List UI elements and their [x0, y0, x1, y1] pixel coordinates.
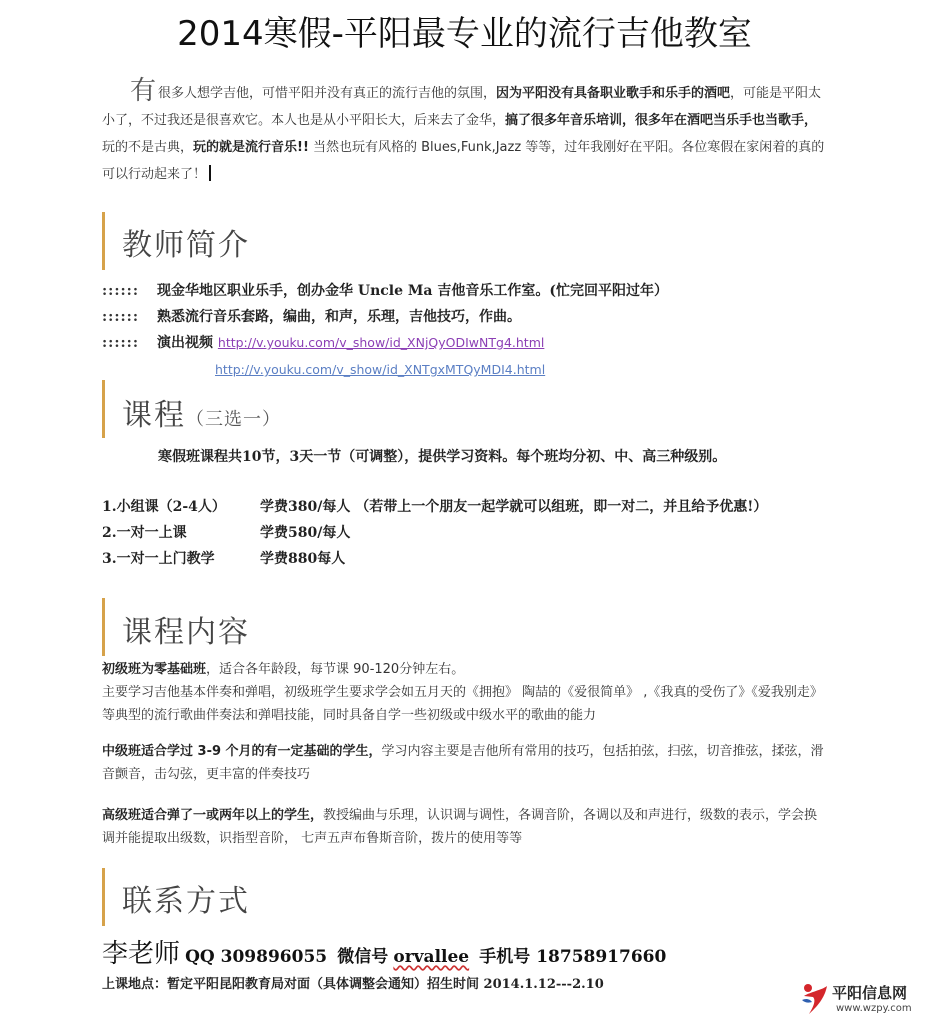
intro-text-4: 当然也玩有风格的 Blues,Funk,Jazz 等等，过年我刚好在平阳。各位寒假在家闲着的真的可以行动起来了！ [102, 140, 825, 182]
teacher-name: 李老师 [102, 939, 181, 969]
intro-bold-1: 因为平阳没有具备职业歌手和乐手的酒吧 [496, 86, 731, 101]
intermediate-detail: 学习内容主要是吉他所有常用的技巧，包括拍弦，扫弦，切音推弦，揉弦，滑音颤音，击勾弦，更丰富的伴奏技巧 [102, 744, 824, 782]
teacher-heading: 教师简介 [122, 228, 250, 263]
course-heading [122, 390, 281, 434]
drop-cap: 有 [130, 76, 157, 106]
pricing-option-name: 2.一对一上课 [102, 525, 187, 541]
pricing-option-name: 3.一对一上门教学 [102, 551, 215, 567]
pricing-option-fee: 学费880每人 [260, 551, 346, 567]
intro-paragraph [102, 78, 830, 188]
intro-text-2: ，可能是平阳太小了，不过我还是很喜欢它。本人也是从小平阳长大，后来去了金华， [102, 86, 822, 128]
video-label: 演出视频 [157, 335, 214, 351]
video-link-2-row [215, 359, 545, 378]
class-location: 上课地点：暂定平阳昆阳教育局对面（具体调整会通知）招生时间 2014.1.12---2.10 [102, 977, 604, 992]
teacher-line-2 [102, 306, 521, 326]
section-accent-bar [102, 868, 105, 926]
pricing-option-name: 1.小组课（2-4人） [102, 499, 226, 515]
content-heading: 课程内容 [122, 615, 250, 650]
text-cursor [209, 165, 211, 181]
beginner-detail: 主要学习吉他基本伴奏和弹唱，初级班学生要求学会如五月天的《拥抱》 陶喆的《爱很简单》 ,《我真的受伤了》《爱我别走》等典型的流行歌曲伴奏法和弹唱技能，同时具备自学一些初级或中级水平的歌曲的能力 [102, 685, 823, 723]
beginner-title: 初级班为零基础班 [102, 662, 207, 677]
intro-text-1: 很多人想学吉他，可惜平阳并没有真正的流行吉他的氛围， [158, 86, 497, 101]
advanced-detail: 教授编曲与乐理，认识调与调性，各调音阶，各调以及和声进行，级数的表示，学会换调并能提取出级数，识指型音阶， 七声五声布鲁斯音阶，拨片的使用等等 [102, 808, 818, 846]
pricing-option [102, 520, 862, 546]
beginner-block [102, 658, 830, 727]
bullet-dots: :::::: [102, 283, 140, 299]
site-watermark [800, 980, 922, 1020]
intermediate-block [102, 740, 830, 786]
video-link-1[interactable]: http://v.youku.com/v_show/id_XNjQyODIwNTg4.html [217, 335, 545, 350]
teacher-line-1-text: 现金华地区职业乐手，创办金华 Uncle Ma 吉他音乐工作室。(忙完回平阳过年） [157, 283, 668, 299]
page-title: 2014寒假-平阳最专业的流行吉他教室 [177, 14, 752, 54]
section-accent-bar [102, 380, 105, 438]
advanced-block [102, 804, 830, 850]
watermark-name: 平阳信息网 [832, 984, 908, 1002]
pricing-option [102, 546, 862, 572]
contact-heading: 联系方式 [122, 884, 250, 919]
course-heading-text: 课程 [122, 398, 186, 433]
advanced-title: 高级班适合弹了一或两年以上的学生， [102, 808, 324, 823]
qq-number: QQ 309896055 [185, 947, 328, 967]
video-link-2[interactable]: http://v.youku.com/v_show/id_XNTgxMTQyMDI4.html [215, 362, 546, 377]
intro-bold-2: 搞了很多年音乐培训，很多年在酒吧当乐手也当歌手， [505, 113, 818, 128]
wechat-label: 微信号 [337, 947, 389, 967]
phone-number: 手机号 18758917660 [479, 947, 667, 967]
bullet-dots: :::::: [102, 335, 140, 351]
pricing-option-fee: 学费580/每人 [260, 525, 351, 541]
teacher-line-3 [102, 332, 544, 352]
intro-text-3: 玩的不是古典， [102, 140, 194, 155]
section-accent-bar [102, 598, 105, 656]
pricing-list [102, 494, 862, 572]
teacher-line-2-text: 熟悉流行音乐套路，编曲，和声，乐理，吉他技巧，作曲。 [157, 309, 522, 325]
pricing-option [102, 494, 862, 520]
contact-line [102, 933, 666, 970]
watermark-url: www.wzpy.com [836, 1003, 912, 1014]
bullet-dots: :::::: [102, 309, 140, 325]
intermediate-title: 中级班适合学过 3-9 个月的有一定基础的学生， [102, 744, 382, 759]
watermark-logo-icon [800, 982, 830, 1016]
section-accent-bar [102, 212, 105, 270]
course-summary: 寒假班课程共10节，3天一节（可调整），提供学习资料。每个班均分初、中、高三种级别。 [158, 449, 727, 465]
wechat-id: orvallee [393, 947, 470, 967]
intro-bold-3: 玩的就是流行音乐!! [193, 140, 309, 155]
pricing-option-fee: 学费380/每人 （若带上一个朋友一起学就可以组班，即一对二，并且给予优惠!） [260, 499, 768, 515]
beginner-intro: ，适合各年龄段，每节课 90-120分钟左右。 [206, 662, 465, 677]
teacher-line-1 [102, 280, 668, 300]
course-heading-sub: （三选一） [186, 409, 281, 430]
